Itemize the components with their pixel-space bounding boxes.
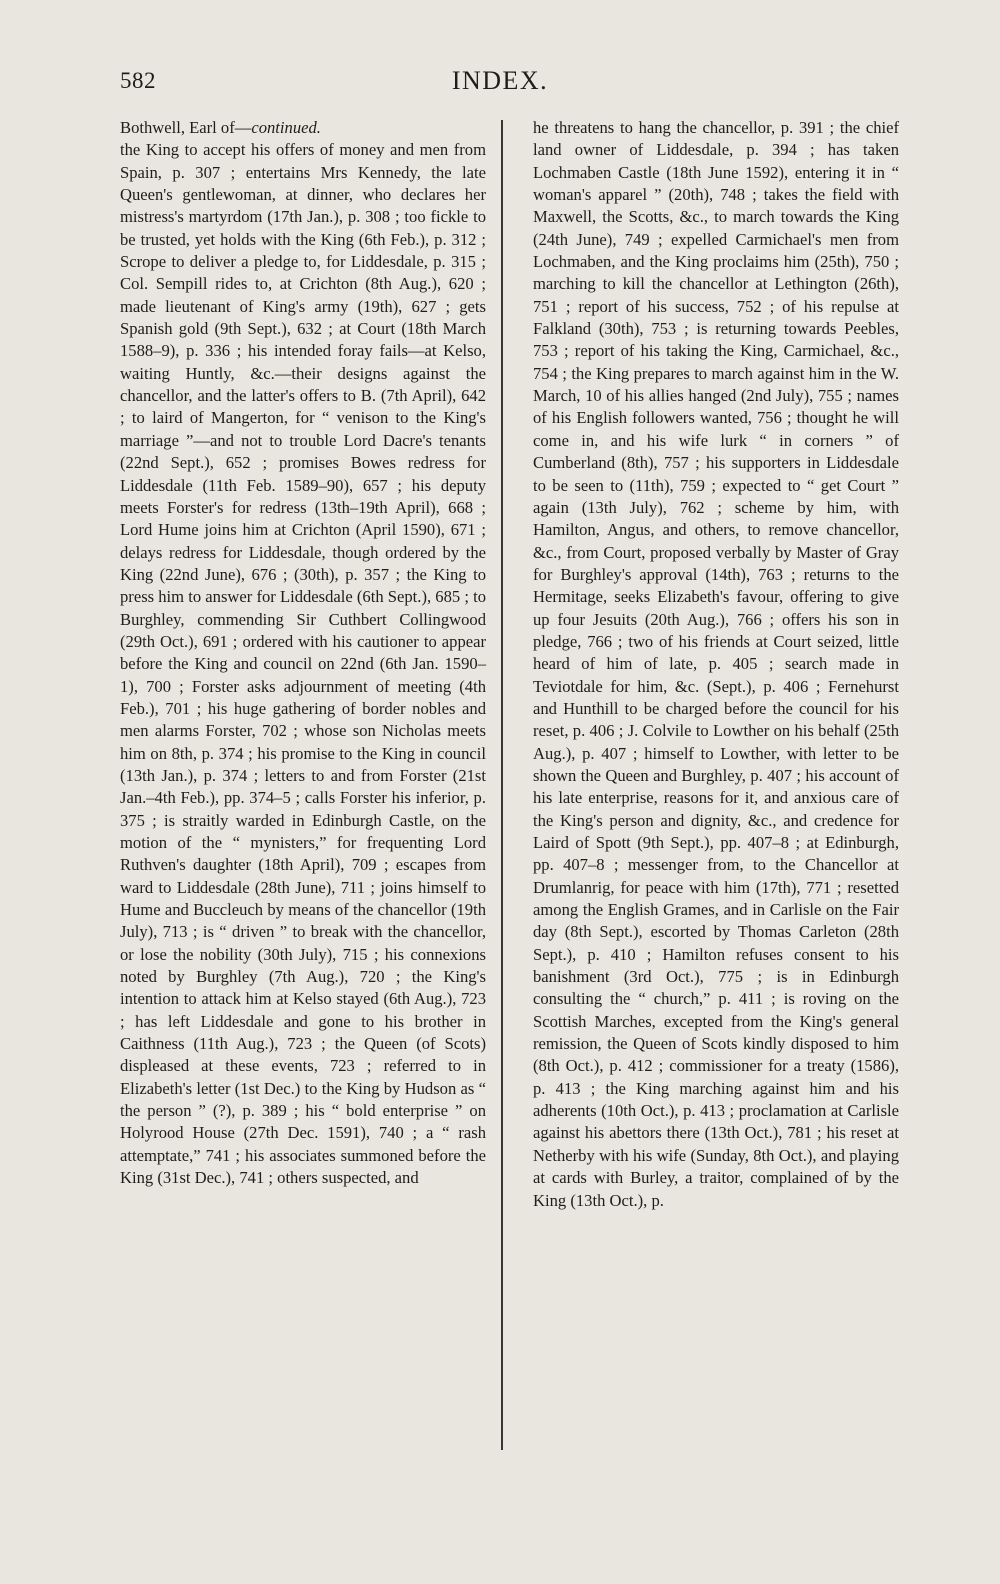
entry-heading bbox=[120, 117, 486, 139]
left-column-text: the King to accept his offers of money and men from Spain, p. 307 ; entertains Mrs Kennedy, the late Queen's gentlewoman, at dinner, who declares her mistress's martyrdom (17th Jan.), p. 308 ; too fickle to be trusted, yet holds with the King (6th Feb.), p. 312 ; Scrope to deliver a pledge to, for Liddesdale, p. 315 ; Col. Sempill rides to, at Crichton (8th Aug.), 620 ; made lieutenant of King's army (19th), 627 ; gets Spanish gold (9th Sept.), 632 ; at Court (18th March 1588–9), p. 336 ; his intended foray fails—at Kelso, waiting Huntly, &c.—their designs against the chancellor, and the latter's offers to B. (7th April), 642 ; to laird of Mangerton, for “ venison to the King's marriage ”—and not to trouble Lord Dacre's tenants (22nd Sept.), 652 ; promises Bowes redress for Liddesdale (11th Feb. 1589–90), 657 ; his deputy meets Forster's for redress (13th–19th April), 668 ; Lord Hume joins him at Crichton (April 1590), 671 ; delays redress for Liddesdale, though ordered by the King (22nd June), 676 ; (30th), p. 357 ; the King to press him to answer for Liddesdale (6th Sept.), 685 ; to Burghley, commending Sir Cuthbert Collingwood (29th Oct.), 691 ; ordered with his cautioner to appear before the King and council on 22nd (6th Jan. 1590–1), 700 ; Forster asks adjournment of meeting (4th Feb.), 701 ; his huge gathering of border nobles and men alarms Forster, 702 ; whose son Nicholas meets him on 8th, p. 374 ; his promise to the King in council (13th Jan.), p. 374 ; letters to and from Forster (21st Jan.–4th Feb.), pp. 374–5 ; calls Forster his inferior, p. 375 ; is straitly warded in Edinburgh Castle, on the motion of the “ mynisters,” for frequenting Lord Ruthven's daughter (18th April), 709 ; escapes from ward to Liddesdale (28th June), 711 ; joins himself to Hume and Buccleuch by means of the chancellor (19th July), 713 ; is “ driven ” to break with the chancellor, or lose the nobility (30th July), 715 ; his connexions noted by Burghley (7th Aug.), 720 ; the King's intention to attack him at Kelso stayed (6th Aug.), 723 ; has left Liddesdale and gone to his brother in Caithness (11th Aug.), 723 ; the Queen (of Scots) displeased at these events, 723 ; referred to in Elizabeth's letter (1st Dec.) to the King by Hudson as “ the person ” (?), p. 389 ; his “ bold enterprise ” on Holyrood House (27th Dec. 1591), 740 ; a “ rash attemptate,” 741 ; his associates summoned before the King (31st Dec.), 741 ; others suspected, and bbox=[120, 140, 486, 1188]
right-column bbox=[533, 117, 899, 1212]
entry-name: Bothwell, Earl of— bbox=[120, 118, 252, 137]
left-column bbox=[120, 117, 486, 1190]
right-column-text: he threatens to hang the chancellor, p. 391 ; the chief land owner of Liddesdale, p. 394 ; has taken Lochmaben Castle (18th June 1592), entering it in “ woman's apparel ” (20th), 748 ; takes the field with Maxwell, the Scotts, &c., to march towards the King (24th June), 749 ; expelled Carmichael's men from Lochmaben, and the King proclaims him (25th), 750 ; marching to kill the chancellor at Lethington (26th), 751 ; report of his success, 752 ; of his repulse at Falkland (30th), 753 ; is returning towards Peebles, 753 ; report of his taking the King, Carmichael, &c., 754 ; the King prepares to march against him in the W. March, 10 of his allies hanged (2nd July), 755 ; names of his English followers wanted, 756 ; thought he will come in, and his wife lurk “ in corners ” of Cumberland (8th), 757 ; his supporters in Liddesdale to be seen to (11th), 759 ; expected to “ get Court ” again (13th July), 762 ; scheme by him, with Hamilton, Angus, and others, to remove chancellor, &c., from Court, proposed verbally by Master of Gray for Burghley's approval (14th), 763 ; returns to the Hermitage, seeks Elizabeth's favour, offering to give up four Jesuits (20th Aug.), 766 ; offers his son in pledge, 766 ; two of his friends at Court seized, little heard of him of late, p. 405 ; search made in Teviotdale for him, &c. (Sept.), p. 406 ; Fernehurst and Hunthill to be charged before the council for his reset, p. 406 ; J. Colvile to Lowther on his behalf (25th Aug.), p. 407 ; himself to Lowther, with letter to be shown the Queen and Burghley, p. 407 ; his account of his late enterprise, reasons for it, and anxious care of the King's person and dignity, &c., and credence for Laird of Spott (9th Sept.), pp. 407–8 ; at Edinburgh, pp. 407–8 ; messenger from, to the Chancellor at Drumlanrig, for peace with him (17th), 771 ; resetted among the English Grames, and in Carlisle on the Fair day (8th Sept.), escorted by Thomas Carleton (28th Sept.), p. 410 ; Hamilton refuses consent to his banishment (3rd Oct.), 775 ; is in Edinburgh consulting the “ church,” p. 411 ; is roving on the Scottish Marches, excepted from the King's general remission, the Queen of Scots kindly disposed to him (8th Oct.), p. 412 ; commissioner for a treaty (1586), p. 413 ; the King marching against him and his adherents (10th Oct.), p. 413 ; proclamation at Carlisle against his abettors there (13th Oct.), 781 ; his reset at Netherby with his wife (Sunday, 8th Oct.), and playing at cards with Burley, a traitor, complained of by the King (13th Oct.), p. bbox=[533, 118, 899, 1210]
page-number: 582 bbox=[120, 68, 156, 93]
column-divider bbox=[501, 120, 503, 1450]
running-head: INDEX. bbox=[451, 66, 549, 95]
entry-continued: continued. bbox=[251, 118, 321, 137]
